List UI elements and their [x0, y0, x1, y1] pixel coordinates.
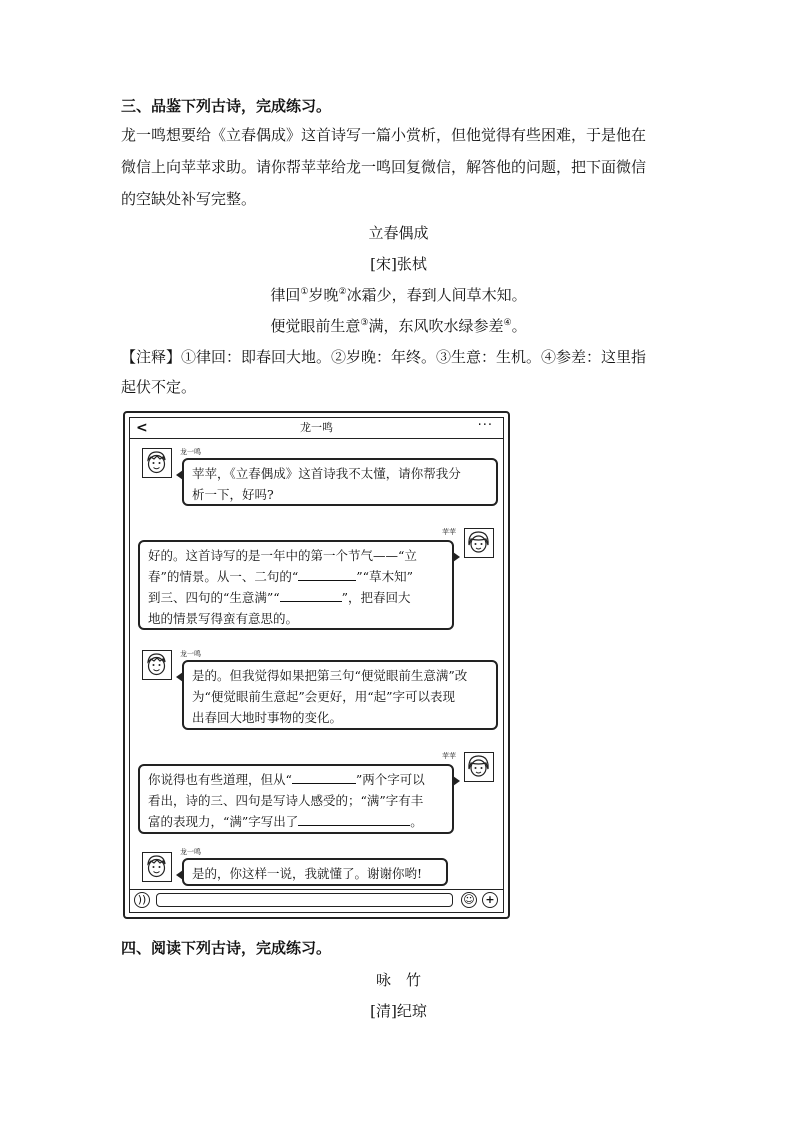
answer-blank-2[interactable]: [280, 587, 342, 602]
sender-name: 苹苹: [442, 528, 456, 536]
sender-name: 苹苹: [442, 752, 456, 760]
section3-heading: 三、品鉴下列古诗，完成练习。: [121, 97, 332, 115]
chat-titlebar: [130, 418, 503, 439]
intro-line-3: 的空缺处补写完整。: [121, 190, 257, 208]
voice-icon[interactable]: )): [134, 892, 150, 908]
sender-name: 龙一鸣: [180, 448, 201, 456]
avatar-long-yiming: [142, 448, 172, 478]
intro-line-1: 龙一鸣想要给《立春偶成》这首诗写一篇小赏析，但他觉得有些困难，于是他在: [121, 126, 647, 144]
chat-bubble-3: 是的。但我觉得如果把第三句“便觉眼前生意满”改 为“便觉眼前生意起”会更好，用“起”字可以表现 出春回大地时事物的变化。: [182, 660, 498, 730]
poem2-title: 咏 竹: [375, 971, 421, 989]
girl-face-icon: [465, 753, 492, 780]
answer-blank-4[interactable]: [298, 811, 410, 826]
girl-face-icon: [465, 529, 492, 556]
avatar-long-yiming: [142, 650, 172, 680]
avatar-long-yiming: [142, 852, 172, 882]
chat-input-bar: [130, 889, 503, 912]
avatar-pingping: [464, 528, 494, 558]
note-line-1: 【注释】①律回：即春回大地。②岁晚：年终。③生意：生机。④参差：这里指: [121, 348, 647, 366]
avatar-pingping: [464, 752, 494, 782]
boy-face-icon: [143, 651, 170, 678]
note-line-2: 起伏不定。: [121, 378, 197, 396]
more-options-icon[interactable]: ···: [477, 418, 493, 433]
section4-heading: 四、阅读下列古诗，完成练习。: [121, 939, 332, 957]
poem2-author: [清]纪琼: [370, 1002, 427, 1020]
chat-bubble-4: 你说得也有些道理，但从“ ”两个字可以 看出，诗的三、四句是写诗人感受的；“满”字有丰 富的表现力，“满”字写出了 。: [138, 764, 454, 834]
sender-name: 龙一鸣: [180, 848, 201, 856]
chat-bubble-5: 是的，你这样一说，我就懂了。谢谢你哟!: [182, 858, 448, 886]
chat-screen: [129, 417, 504, 913]
sender-name: 龙一鸣: [180, 650, 201, 658]
chat-bubble-2: 好的。这首诗写的是一年中的第一个节气——“立 春”的情景。从一、二句的“ ”“草木知” 到三、四句的“生意满”“ ”，把春回大 地的情景写得蛮有意思的。: [138, 540, 454, 630]
poem-title: 立春偶成: [368, 224, 429, 242]
answer-blank-1[interactable]: [298, 566, 356, 581]
poem-line-1: 律回①岁晚②冰霜少，春到人间草木知。: [270, 286, 527, 304]
chat-phone-frame: [123, 411, 510, 919]
boy-face-icon: [143, 449, 170, 476]
back-arrow-icon[interactable]: <: [136, 420, 148, 436]
intro-line-2: 微信上向苹苹求助。请你帮苹苹给龙一鸣回复微信，解答他的问题，把下面微信: [121, 158, 647, 176]
chat-title: 龙一鸣: [300, 421, 333, 434]
answer-blank-3[interactable]: [292, 769, 356, 784]
chat-bubble-1: 苹苹，《立春偶成》这首诗我不太懂，请你帮我分 析一下，好吗?: [182, 458, 498, 506]
poem-line-2: 便觉眼前生意③满，东风吹水绿参差④。: [270, 317, 527, 335]
plus-icon[interactable]: +: [482, 892, 498, 908]
boy-face-icon: [143, 853, 170, 880]
emoji-icon[interactable]: ☺: [461, 892, 477, 908]
poem-author: [宋]张栻: [370, 255, 427, 273]
message-input[interactable]: [156, 893, 453, 907]
